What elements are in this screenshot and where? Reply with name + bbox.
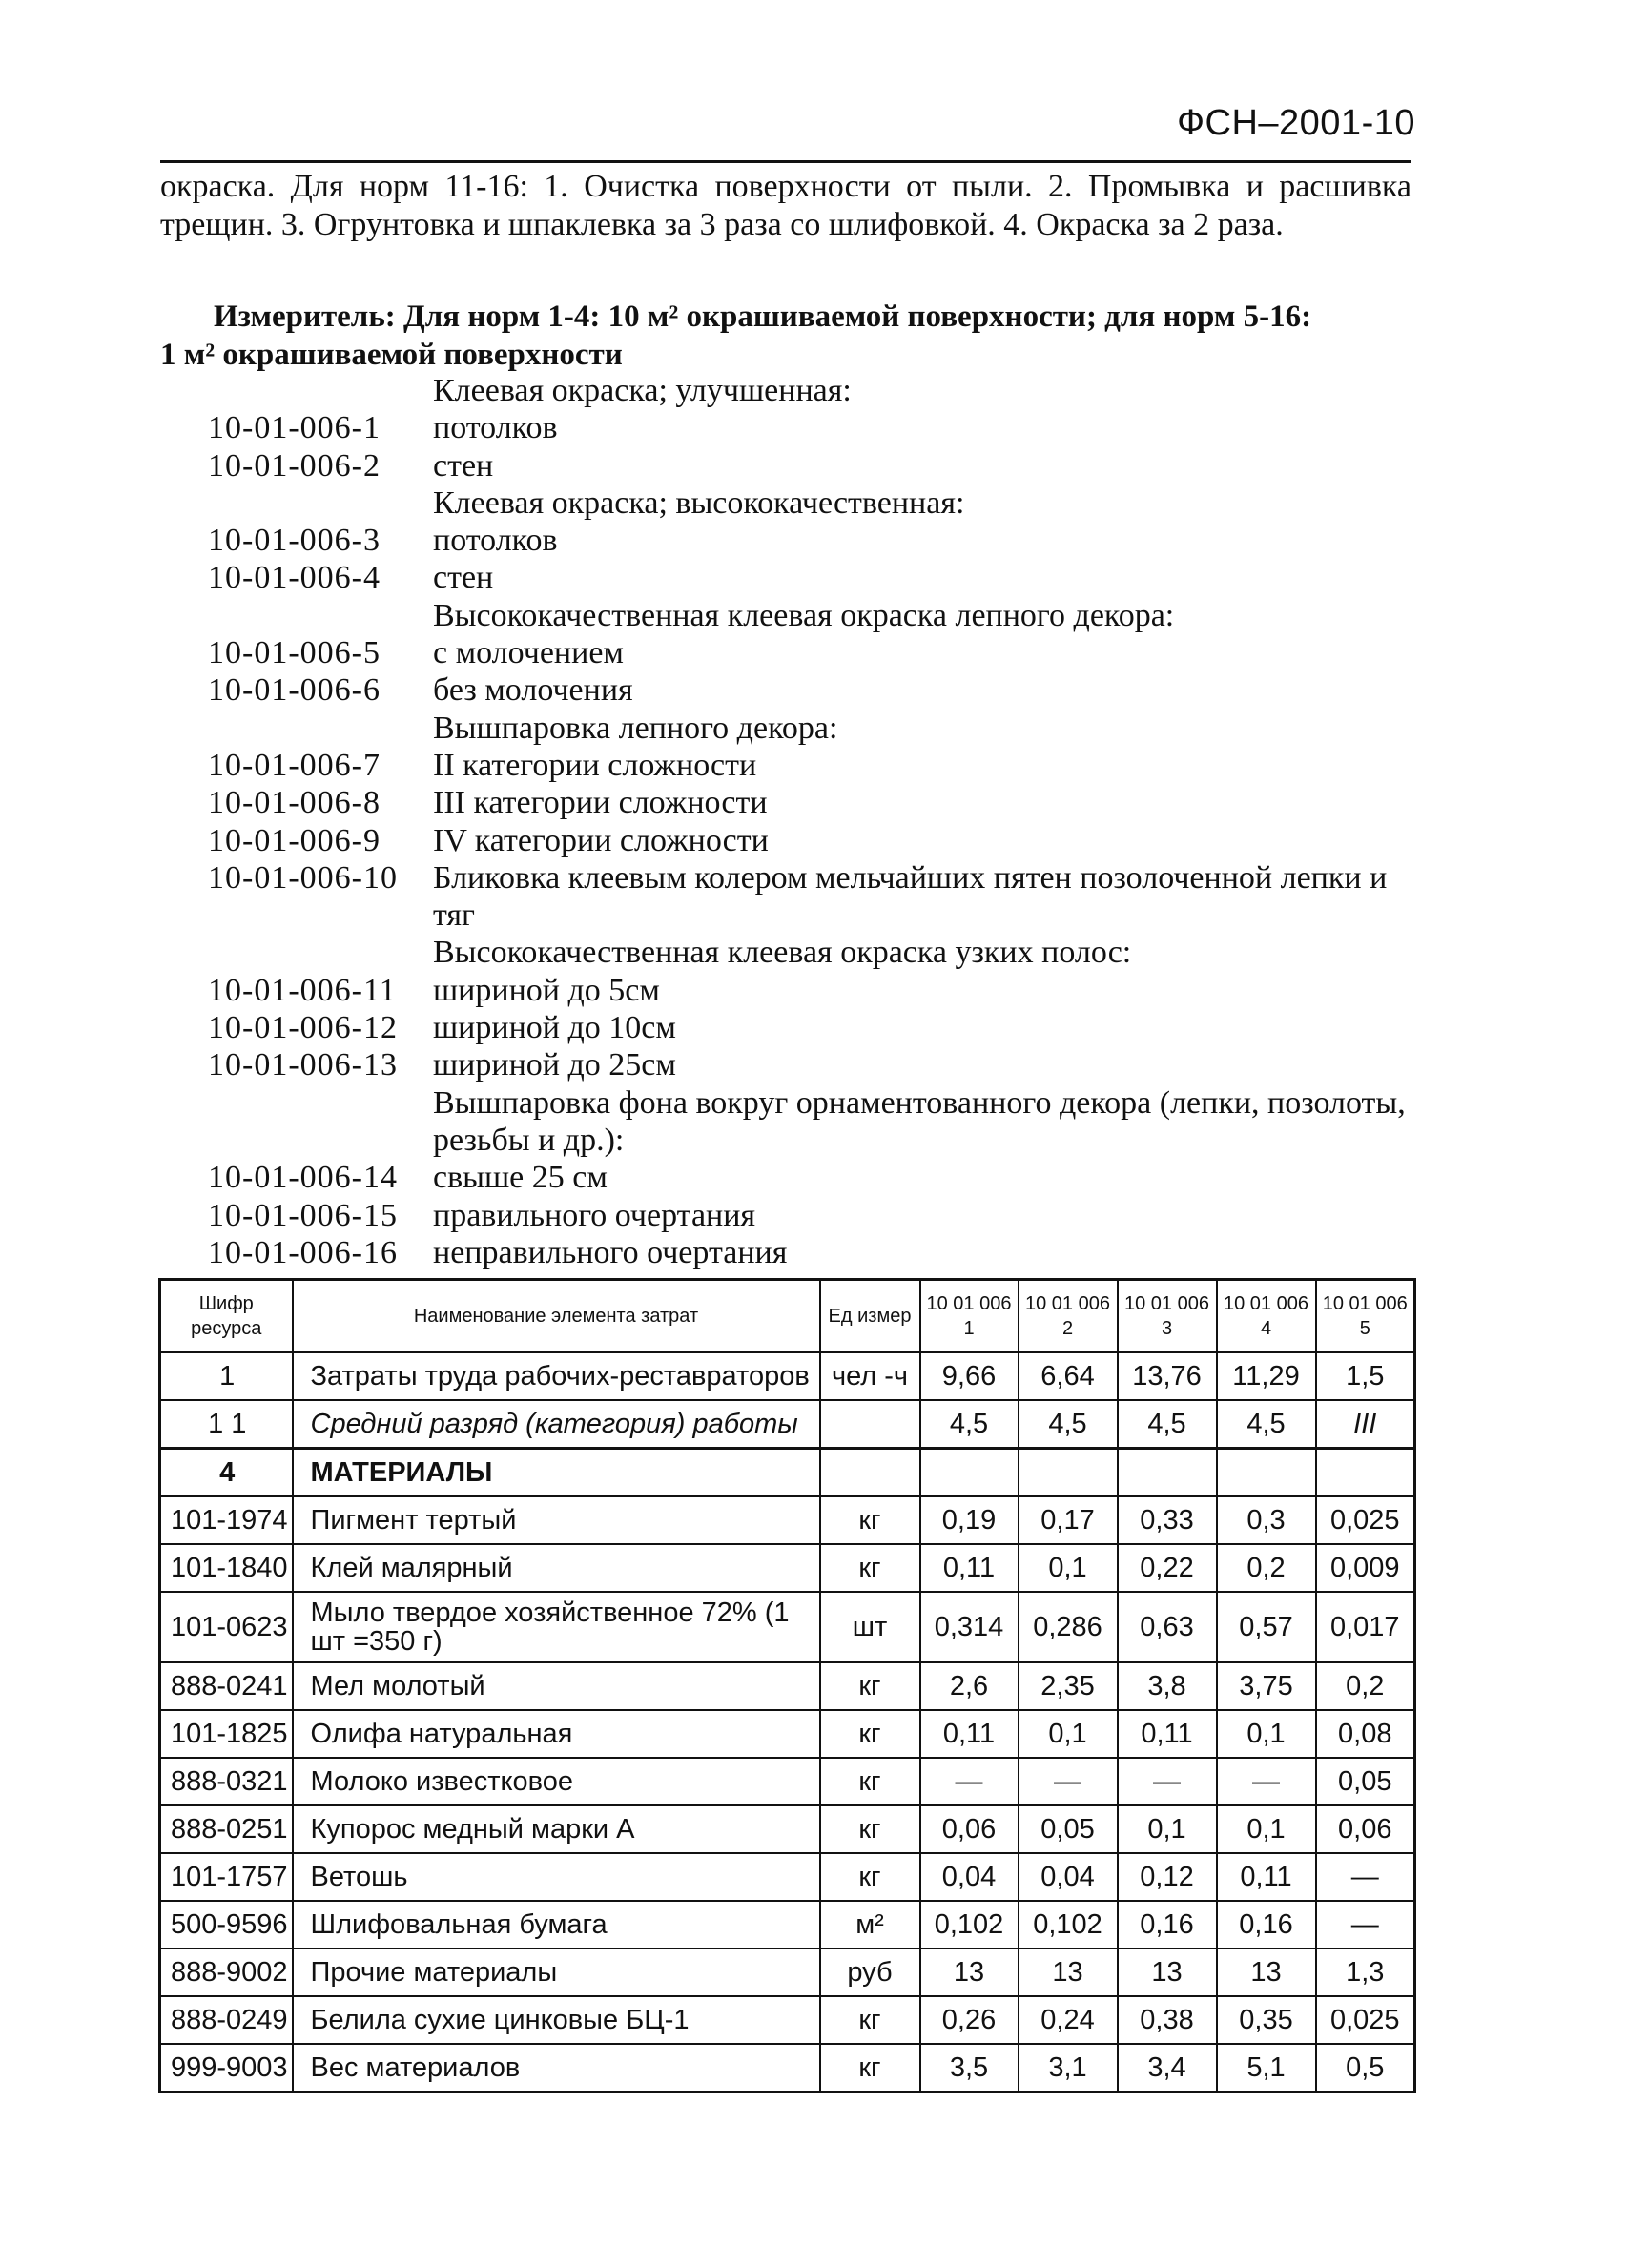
resource-code: 101-1974 — [160, 1496, 293, 1544]
column-header-norm: 10 01 006 5 — [1316, 1280, 1415, 1353]
norm-text: неправильного очертания — [433, 1234, 788, 1270]
norm-item — [208, 447, 1411, 485]
table-row — [160, 1662, 1415, 1710]
norm-code: 10-01-006-4 — [208, 560, 381, 596]
table-row — [160, 1996, 1415, 2044]
resource-value: 0,11 — [920, 1544, 1019, 1592]
norm-text: шириной до 10см — [433, 1010, 676, 1046]
table-row — [160, 1901, 1415, 1948]
resource-value: 0,2 — [1316, 1662, 1415, 1710]
norm-code: 10-01-006-5 — [208, 635, 381, 671]
resource-code: 101-0623 — [160, 1592, 293, 1662]
norm-code: 10-01-006-2 — [208, 447, 381, 484]
norm-item — [208, 372, 1411, 409]
resource-unit: кг — [820, 1662, 920, 1710]
resource-value: — — [1316, 1853, 1415, 1901]
resource-value: 3,5 — [920, 2044, 1019, 2093]
resource-value: 2,6 — [920, 1662, 1019, 1710]
norm-text: свыше 25 см — [433, 1160, 608, 1196]
norm-item — [208, 747, 1411, 784]
resource-code: 1 — [160, 1352, 293, 1400]
table-row — [160, 1400, 1415, 1449]
resource-value: 0,12 — [1118, 1853, 1217, 1901]
resource-unit: шт — [820, 1592, 920, 1662]
resource-value: III — [1316, 1400, 1415, 1449]
resource-value: 5,1 — [1217, 2044, 1316, 2093]
table-section-row — [160, 1449, 1415, 1497]
resource-value: 0,22 — [1118, 1544, 1217, 1592]
resource-value: 0,19 — [920, 1496, 1019, 1544]
resource-value: 0,35 — [1217, 1996, 1316, 2044]
norm-item — [208, 1159, 1411, 1196]
norm-item — [208, 710, 1411, 747]
resource-code: 101-1825 — [160, 1710, 293, 1758]
norm-item — [208, 634, 1411, 671]
resource-value: 0,314 — [920, 1592, 1019, 1662]
resource-name: Затраты труда рабочих-реставраторов — [293, 1352, 820, 1400]
norm-text: III категории сложности — [433, 785, 768, 821]
resource-value: — — [920, 1758, 1019, 1805]
norm-item — [208, 671, 1411, 709]
resource-value: 4,5 — [1019, 1400, 1118, 1449]
column-header-code: Шифр ресурса — [160, 1280, 293, 1353]
resource-code: 888-0249 — [160, 1996, 293, 2044]
norm-text: Клеевая окраска; улучшенная: — [433, 373, 852, 408]
norm-code: 10-01-006-12 — [208, 1010, 398, 1046]
norm-text: Вышпаровка фона вокруг орнаментованного декора (лепки, позолоты, резьбы и др.): — [433, 1084, 1406, 1158]
norm-item — [208, 522, 1411, 559]
norm-item — [208, 1009, 1411, 1046]
norm-item — [208, 822, 1411, 859]
resource-value: — — [1316, 1901, 1415, 1948]
resource-unit: кг — [820, 1496, 920, 1544]
resource-value: — — [1217, 1758, 1316, 1805]
norm-text: без молочения — [433, 672, 633, 709]
resource-value: 0,102 — [1019, 1901, 1118, 1948]
resource-value — [1118, 1449, 1217, 1497]
norm-text: стен — [433, 560, 494, 596]
resource-value: 13 — [920, 1948, 1019, 1996]
resource-value: 11,29 — [1217, 1352, 1316, 1400]
norm-code: 10-01-006-11 — [208, 972, 397, 1008]
intro-paragraph: окраска. Для норм 11-16: 1. Очистка поверхности от пыли. 2. Промывка и расшивка трещин. 3. Огрунтовка и шпаклевка за 3 раза со шлифовкой. 4. Окраска за 2 раза. — [160, 169, 1411, 242]
resource-code: 500-9596 — [160, 1901, 293, 1948]
table-row — [160, 1352, 1415, 1400]
norm-text: Высококачественная клеевая окраска узких полос: — [433, 935, 1132, 971]
table-header-row — [160, 1280, 1415, 1353]
resource-value: 0,57 — [1217, 1592, 1316, 1662]
norm-text: правильного очертания — [433, 1197, 756, 1233]
resource-unit: кг — [820, 1853, 920, 1901]
norm-item — [208, 934, 1411, 971]
table-row — [160, 1496, 1415, 1544]
resource-value: 0,1 — [1118, 1805, 1217, 1853]
resource-code: 101-1757 — [160, 1853, 293, 1901]
resource-value: 0,38 — [1118, 1996, 1217, 2044]
resource-name: Ветошь — [293, 1853, 820, 1901]
resource-value: 0,1 — [1019, 1544, 1118, 1592]
resource-value: 0,04 — [1019, 1853, 1118, 1901]
resource-value — [1217, 1449, 1316, 1497]
resource-value: 0,05 — [1019, 1805, 1118, 1853]
resource-value: 3,1 — [1019, 2044, 1118, 2093]
resource-value: 4,5 — [1118, 1400, 1217, 1449]
resource-value: 0,16 — [1118, 1901, 1217, 1948]
resource-value: 0,24 — [1019, 1996, 1118, 2044]
resource-value: 0,017 — [1316, 1592, 1415, 1662]
resource-value: 0,06 — [920, 1805, 1019, 1853]
norm-text: потолков — [433, 523, 558, 559]
resource-value: 0,1 — [1019, 1710, 1118, 1758]
norm-code: 10-01-006-6 — [208, 672, 381, 709]
table-row — [160, 1758, 1415, 1805]
resource-value: 0,11 — [1217, 1853, 1316, 1901]
resource-name: Пигмент тертый — [293, 1496, 820, 1544]
norm-code — [208, 1084, 433, 1160]
norm-code — [208, 934, 433, 971]
resource-name: Средний разряд (категория) работы — [293, 1400, 820, 1449]
resource-value: — — [1019, 1758, 1118, 1805]
norm-text: потолков — [433, 410, 558, 446]
norm-item — [208, 1197, 1411, 1234]
resource-value: 0,33 — [1118, 1496, 1217, 1544]
resource-value: 0,08 — [1316, 1710, 1415, 1758]
norm-code — [208, 710, 433, 747]
norm-code — [208, 597, 433, 634]
resource-value: 0,286 — [1019, 1592, 1118, 1662]
resource-name: Олифа натуральная — [293, 1710, 820, 1758]
resource-value: 1,5 — [1316, 1352, 1415, 1400]
resource-name: Белила сухие цинковые БЦ-1 — [293, 1996, 820, 2044]
resource-value: 0,1 — [1217, 1805, 1316, 1853]
norm-code — [208, 372, 433, 409]
norm-code: 10-01-006-8 — [208, 785, 381, 821]
resource-code: 101-1840 — [160, 1544, 293, 1592]
resource-value: 0,17 — [1019, 1496, 1118, 1544]
norm-list — [208, 372, 1411, 1271]
resource-value: 0,009 — [1316, 1544, 1415, 1592]
resource-unit: руб — [820, 1948, 920, 1996]
norm-code: 10-01-006-10 — [208, 859, 398, 896]
norm-code: 10-01-006-7 — [208, 747, 381, 783]
resource-value: 0,2 — [1217, 1544, 1316, 1592]
table-row — [160, 1710, 1415, 1758]
resource-code: 999-9003 — [160, 2044, 293, 2093]
resource-code: 888-0251 — [160, 1805, 293, 1853]
resource-unit: кг — [820, 1805, 920, 1853]
header-rule — [160, 160, 1411, 163]
resource-value — [1316, 1449, 1415, 1497]
resource-name: Прочие материалы — [293, 1948, 820, 1996]
column-header-norm: 10 01 006 2 — [1019, 1280, 1118, 1353]
norm-text: Высококачественная клеевая окраска лепного декора: — [433, 597, 1175, 633]
resource-value: 0,3 — [1217, 1496, 1316, 1544]
resource-value: 0,06 — [1316, 1805, 1415, 1853]
resource-value: 3,4 — [1118, 2044, 1217, 2093]
resource-table — [158, 1278, 1416, 2093]
resource-unit — [820, 1400, 920, 1449]
resource-value: 4,5 — [1217, 1400, 1316, 1449]
norm-item — [208, 485, 1411, 522]
norm-code: 10-01-006-14 — [208, 1160, 398, 1196]
resource-name: Мел молотый — [293, 1662, 820, 1710]
resource-value: 13 — [1217, 1948, 1316, 1996]
norm-item — [208, 597, 1411, 634]
resource-value: 13 — [1019, 1948, 1118, 1996]
resource-value: 0,1 — [1217, 1710, 1316, 1758]
resource-value: 13,76 — [1118, 1352, 1217, 1400]
resource-name: Шлифовальная бумага — [293, 1901, 820, 1948]
resource-name: Молоко известковое — [293, 1758, 820, 1805]
norm-item — [208, 1234, 1411, 1271]
norm-code: 10-01-006-3 — [208, 523, 381, 559]
resource-unit: кг — [820, 1710, 920, 1758]
table-row — [160, 1948, 1415, 1996]
resource-value: 0,102 — [920, 1901, 1019, 1948]
resource-name: Мыло твердое хозяйственное 72% (1 шт =350 г) — [293, 1592, 820, 1662]
resource-value: 0,025 — [1316, 1996, 1415, 2044]
measure-line-1: Измеритель: Для норм 1-4: 10 м² окрашиваемой поверхности; для норм 5-16: — [214, 299, 1312, 334]
norm-item — [208, 409, 1411, 446]
resource-value: 0,26 — [920, 1996, 1019, 2044]
column-header-norm: 10 01 006 4 — [1217, 1280, 1316, 1353]
norm-item — [208, 559, 1411, 596]
resource-value: 1,3 — [1316, 1948, 1415, 1996]
resource-name: Купорос медный марки А — [293, 1805, 820, 1853]
resource-unit: кг — [820, 1758, 920, 1805]
norm-text: IV категории сложности — [433, 822, 769, 858]
resource-value: 6,64 — [1019, 1352, 1118, 1400]
norm-item — [208, 1046, 1411, 1083]
table-row — [160, 1805, 1415, 1853]
resource-value: 3,8 — [1118, 1662, 1217, 1710]
norm-text: Бликовка клеевым колером мельчайших пятен позолоченной лепки и тяг — [433, 859, 1388, 934]
norm-item — [208, 1084, 1411, 1160]
resource-unit: кг — [820, 1996, 920, 2044]
table-row — [160, 2044, 1415, 2093]
column-header-norm: 10 01 006 1 — [920, 1280, 1019, 1353]
norm-code: 10-01-006-1 — [208, 410, 381, 446]
column-header-norm: 10 01 006 3 — [1118, 1280, 1217, 1353]
resource-value: 4,5 — [920, 1400, 1019, 1449]
resource-value: 0,05 — [1316, 1758, 1415, 1805]
norm-item — [208, 859, 1411, 935]
resource-name: Клей малярный — [293, 1544, 820, 1592]
document-code: ФСН–2001-10 — [1177, 103, 1415, 143]
resource-unit — [820, 1449, 920, 1497]
measure-line-2: 1 м² окрашиваемой поверхности — [160, 338, 623, 372]
resource-value: 0,11 — [1118, 1710, 1217, 1758]
norm-code — [208, 485, 433, 522]
resource-code: 1 1 — [160, 1400, 293, 1449]
resource-name: Вес материалов — [293, 2044, 820, 2093]
norm-text: II категории сложности — [433, 747, 757, 783]
norm-item — [208, 972, 1411, 1009]
resource-unit: м² — [820, 1901, 920, 1948]
resource-unit: чел -ч — [820, 1352, 920, 1400]
resource-value: 0,63 — [1118, 1592, 1217, 1662]
norm-text: Вышпаровка лепного декора: — [433, 710, 838, 746]
resource-unit: кг — [820, 2044, 920, 2093]
column-header-name: Наименование элемента затрат — [293, 1280, 820, 1353]
resource-value: 0,025 — [1316, 1496, 1415, 1544]
norm-text: Клеевая окраска; высококачественная: — [433, 485, 965, 521]
norm-text: шириной до 25см — [433, 1047, 676, 1083]
resource-value: 3,75 — [1217, 1662, 1316, 1710]
norm-text: стен — [433, 447, 494, 484]
norm-code: 10-01-006-15 — [208, 1197, 398, 1233]
resource-value: 0,04 — [920, 1853, 1019, 1901]
resource-code: 4 — [160, 1449, 293, 1497]
norm-item — [208, 784, 1411, 821]
table-row — [160, 1544, 1415, 1592]
column-header-unit: Ед измер — [820, 1280, 920, 1353]
resource-code: 888-9002 — [160, 1948, 293, 1996]
resource-value: 2,35 — [1019, 1662, 1118, 1710]
resource-value: — — [1118, 1758, 1217, 1805]
resource-value: 9,66 — [920, 1352, 1019, 1400]
resource-code: 888-0321 — [160, 1758, 293, 1805]
resource-value: 13 — [1118, 1948, 1217, 1996]
resource-value: 0,16 — [1217, 1901, 1316, 1948]
norm-text: шириной до 5см — [433, 972, 660, 1008]
norm-text: с молочением — [433, 635, 624, 671]
section-title: МАТЕРИАЛЫ — [293, 1449, 820, 1497]
norm-code: 10-01-006-9 — [208, 822, 381, 858]
resource-value — [920, 1449, 1019, 1497]
resource-value: 0,5 — [1316, 2044, 1415, 2093]
resource-value — [1019, 1449, 1118, 1497]
norm-code: 10-01-006-16 — [208, 1234, 398, 1270]
measure-statement — [160, 298, 1411, 374]
norm-code: 10-01-006-13 — [208, 1047, 398, 1083]
table-row — [160, 1853, 1415, 1901]
table-row — [160, 1592, 1415, 1662]
resource-code: 888-0241 — [160, 1662, 293, 1710]
resource-unit: кг — [820, 1544, 920, 1592]
resource-value: 0,11 — [920, 1710, 1019, 1758]
